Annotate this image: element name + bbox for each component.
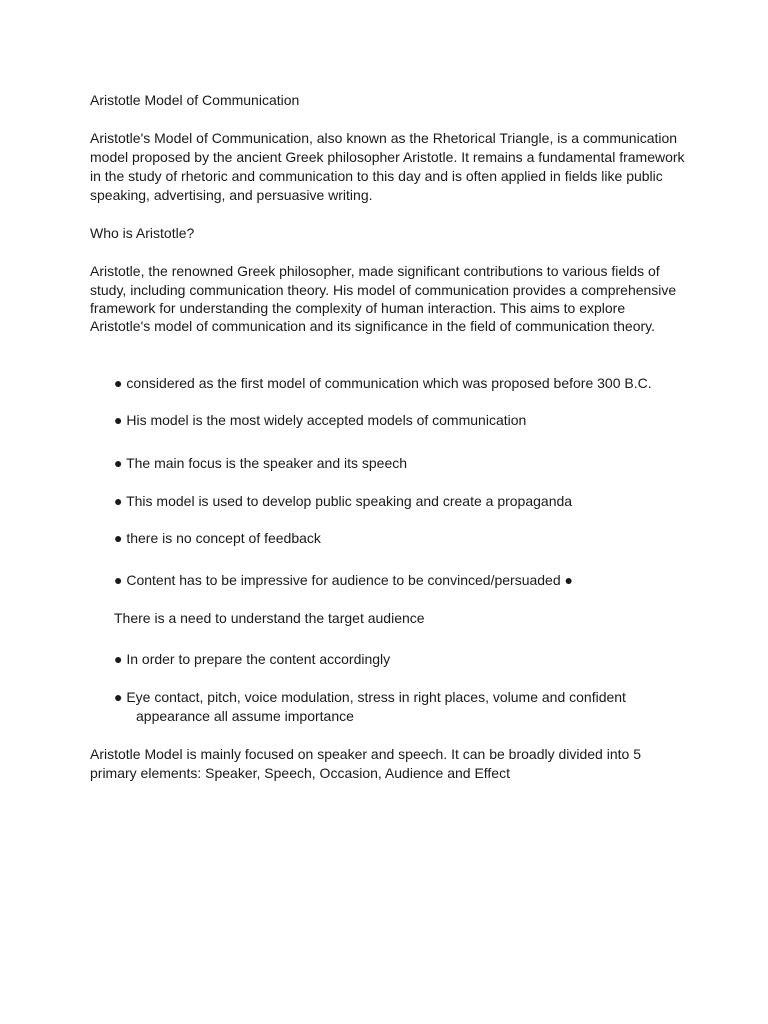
bullet-item: ● Content has to be impressive for audience to be convinced/persuaded ●: [114, 572, 573, 588]
document-title: Aristotle Model of Communication: [90, 92, 300, 108]
about-line: study, including communication theory. His model of communication provides a comprehensive: [90, 282, 677, 298]
intro-line: model proposed by the ancient Greek philosopher Aristotle. It remains a fundamental framework: [90, 149, 685, 165]
conclusion-line: primary elements: Speaker, Speech, Occasion, Audience and Effect: [90, 765, 510, 781]
section-question: Who is Aristotle?: [90, 225, 195, 241]
about-line: Aristotle's model of communication and its significance in the field of communication theory.: [90, 318, 656, 334]
bullet-item: ● The main focus is the speaker and its speech: [114, 455, 408, 471]
conclusion-line: Aristotle Model is mainly focused on speaker and speech. It can be broadly divided into 5: [90, 746, 641, 762]
about-line: framework for understanding the complexity of human interaction. This aims to explore: [90, 300, 626, 316]
bullet-item: ● Eye contact, pitch, voice modulation, stress in right places, volume and confident: [114, 689, 626, 705]
bullet-item: ● considered as the first model of communication which was proposed before 300 B.C.: [114, 375, 652, 391]
bullet-item: ● His model is the most widely accepted models of communication: [114, 412, 527, 428]
intro-line: Aristotle's Model of Communication, also known as the Rhetorical Triangle, is a communication: [90, 130, 678, 146]
intro-line: in the study of rhetoric and communication to this day and is often applied in fields like public: [90, 168, 663, 184]
bullet-item: ● there is no concept of feedback: [114, 530, 321, 546]
bullet-item: ● This model is used to develop public speaking and create a propaganda: [114, 493, 573, 509]
bullet-item: ● In order to prepare the content accordingly: [114, 651, 391, 667]
bullet-continuation: appearance all assume importance: [136, 708, 354, 724]
about-line: Aristotle, the renowned Greek philosopher, made significant contributions to various fields of: [90, 263, 660, 279]
bullet-item: There is a need to understand the target audience: [114, 610, 425, 626]
intro-line: speaking, advertising, and persuasive writing.: [90, 187, 373, 203]
